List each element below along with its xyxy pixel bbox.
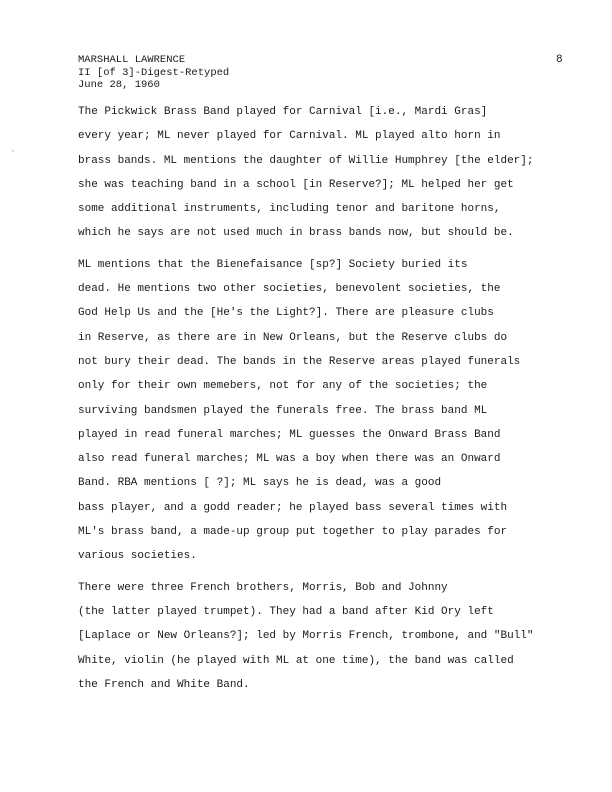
text-line: not bury their dead. The bands in the Reserve areas played funerals (78, 355, 521, 368)
text-line: (the latter played trumpet). They had a band after Kid Ory left (78, 605, 494, 618)
page-number: 8 (556, 54, 563, 66)
text-line: she was teaching band in a school [in Reserve?]; ML helped her get (78, 178, 514, 191)
text-line: played in read funeral marches; ML guesses the Onward Brass Band (78, 428, 501, 441)
paragraph-3 (78, 576, 578, 697)
interview-date: June 28, 1960 (78, 79, 160, 91)
text-line: There were three French brothers, Morris, Bob and Johnny (78, 581, 448, 594)
text-line: God Help Us and the [He's the Light?]. There are pleasure clubs (78, 307, 494, 320)
text-line: ML mentions that the Bienefaisance [sp?] Society buried its (78, 258, 468, 271)
reel-info: II [of 3]-Digest-Retyped (78, 66, 230, 79)
interviewee-name: MARSHALL LAWRENCE (78, 54, 186, 66)
text-line: also read funeral marches; ML was a boy when there was an Onward (78, 453, 501, 466)
text-line: in Reserve, as there are in New Orleans, but the Reserve clubs do (78, 331, 508, 344)
text-line: brass bands. ML mentions the daughter of Willie Humphrey [the elder]; (78, 154, 534, 167)
text-line: some additional instruments, including tenor and baritone horns, (78, 203, 501, 216)
paragraph-1 (78, 100, 578, 246)
text-line: the French and White Band. (78, 678, 250, 691)
text-line: which he says are not used much in brass bands now, but should be. (78, 227, 514, 240)
text-line: various societies. (78, 550, 197, 563)
paragraph-2 (78, 253, 578, 569)
text-line: every year; ML never played for Carnival. ML played alto horn in (78, 130, 501, 143)
document-header (78, 54, 229, 92)
transcript-body (78, 100, 578, 697)
text-line: White, violin (he played with ML at one time), the band was called (78, 654, 514, 667)
text-line: bass player, and a godd reader; he played bass several times with (78, 501, 508, 514)
text-line: only for their own memebers, not for any of the societies; the (78, 380, 488, 393)
text-line: The Pickwick Brass Band played for Carnival [i.e., Mardi Gras] (78, 106, 488, 118)
text-line: Band. RBA mentions [ ?]; ML says he is dead, was a good (78, 477, 442, 490)
text-line: surviving bandsmen played the funerals free. The brass band ML (78, 404, 488, 417)
margin-mark: ` (10, 150, 16, 160)
text-line: dead. He mentions two other societies, benevolent societies, the (78, 283, 501, 296)
text-line: ML's brass band, a made-up group put together to play parades for (78, 526, 508, 539)
text-line: [Laplace or New Orleans?]; led by Morris French, trombone, and "Bull" (78, 630, 534, 643)
